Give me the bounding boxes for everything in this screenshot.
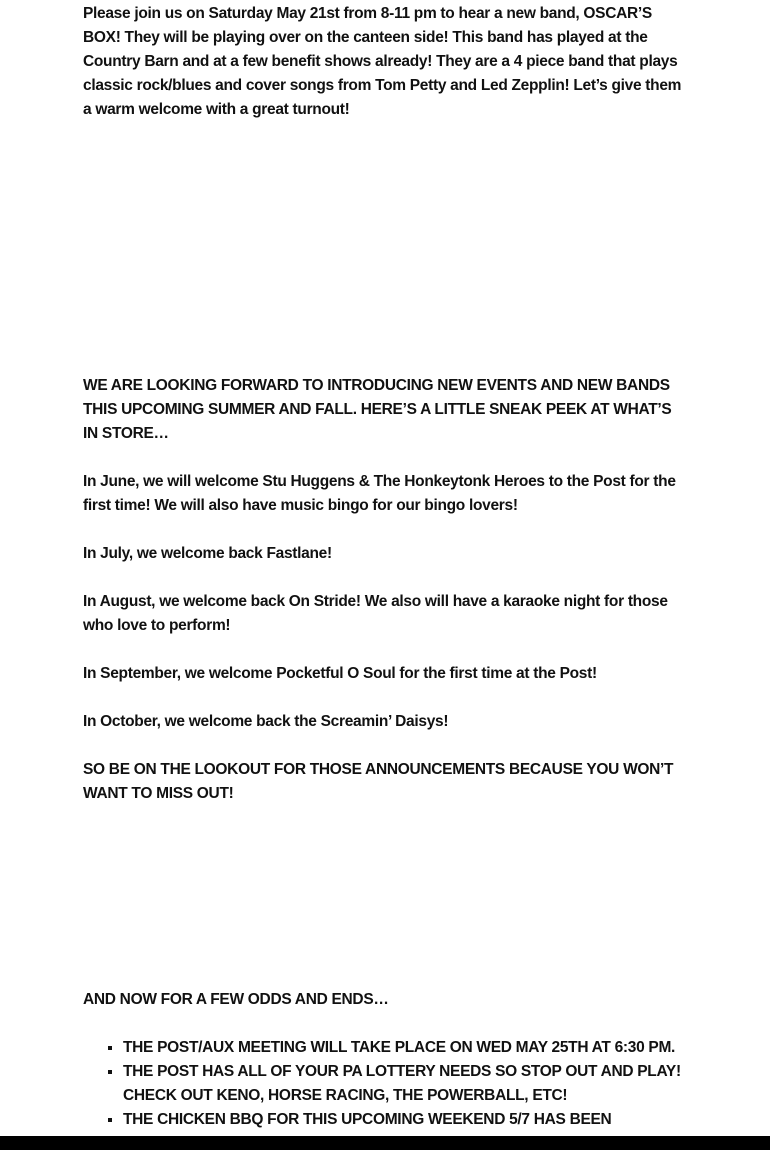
odds-heading: AND NOW FOR A FEW ODDS AND ENDS… [83, 991, 389, 1008]
footer-bar [0, 1136, 770, 1150]
july-paragraph: In July, we welcome back Fastlane! [83, 545, 332, 562]
august-paragraph: In August, we welcome back On Stride! We also will have a karaoke night for those who love to perform! [83, 593, 668, 634]
paragraph-spacer [83, 446, 683, 470]
september-paragraph: In September, we welcome Pocketful O Soul for the first time at the Post! [83, 665, 597, 682]
looking-forward-paragraph: WE ARE LOOKING FORWARD TO INTRODUCING NEW EVENTS AND NEW BANDS THIS UPCOMING SUMMER AND FALL. HERE’S A LITTLE SNEAK PEEK AT WHAT’S IN STORE… [83, 377, 672, 442]
paragraph-spacer [83, 734, 683, 758]
intro-paragraph: Please join us on Saturday May 21st from 8-11 pm to hear a new band, OSCAR’S BOX! They will be playing over on the canteen side! This band has played at the Country Barn and at a few benefit shows already! They are a 4 piece band that plays classic rock/blues and cover songs from Tom Petty and Led Zepplin! Let’s give them a warm welcome with a great turnout! [83, 5, 682, 118]
paragraph-spacer [83, 1012, 683, 1036]
odds-list [83, 1036, 683, 1150]
list-item: ▪ THE POST HAS ALL OF YOUR PA LOTTERY NEEDS SO STOP OUT AND PLAY! CHECK OUT KENO, HORSE RACING, THE POWERBALL, ETC! [123, 1060, 683, 1108]
lookout-paragraph: SO BE ON THE LOOKOUT FOR THOSE ANNOUNCEMENTS BECAUSE YOU WON’T WANT TO MISS OUT! [83, 761, 674, 802]
paragraph-spacer [83, 566, 683, 590]
paragraph-spacer [83, 686, 683, 710]
june-paragraph: In June, we will welcome Stu Huggens & The Honkeytonk Heroes to the Post for the first time! We will also have music bingo for our bingo lovers! [83, 473, 676, 514]
october-paragraph: In October, we welcome back the Screamin’ Daisys! [83, 713, 449, 730]
list-item: ▪ THE CHICKEN BBQ FOR THIS UPCOMING WEEKEND 5/7 HAS BEEN [123, 1108, 683, 1150]
embedded-media-spacer [83, 122, 683, 374]
embedded-media-spacer [83, 806, 683, 988]
article-body [83, 2, 683, 1150]
paragraph-spacer [83, 638, 683, 662]
list-item: ▪ THE POST/AUX MEETING WILL TAKE PLACE ON WED MAY 25TH AT 6:30 PM. [123, 1036, 683, 1060]
paragraph-spacer [83, 518, 683, 542]
